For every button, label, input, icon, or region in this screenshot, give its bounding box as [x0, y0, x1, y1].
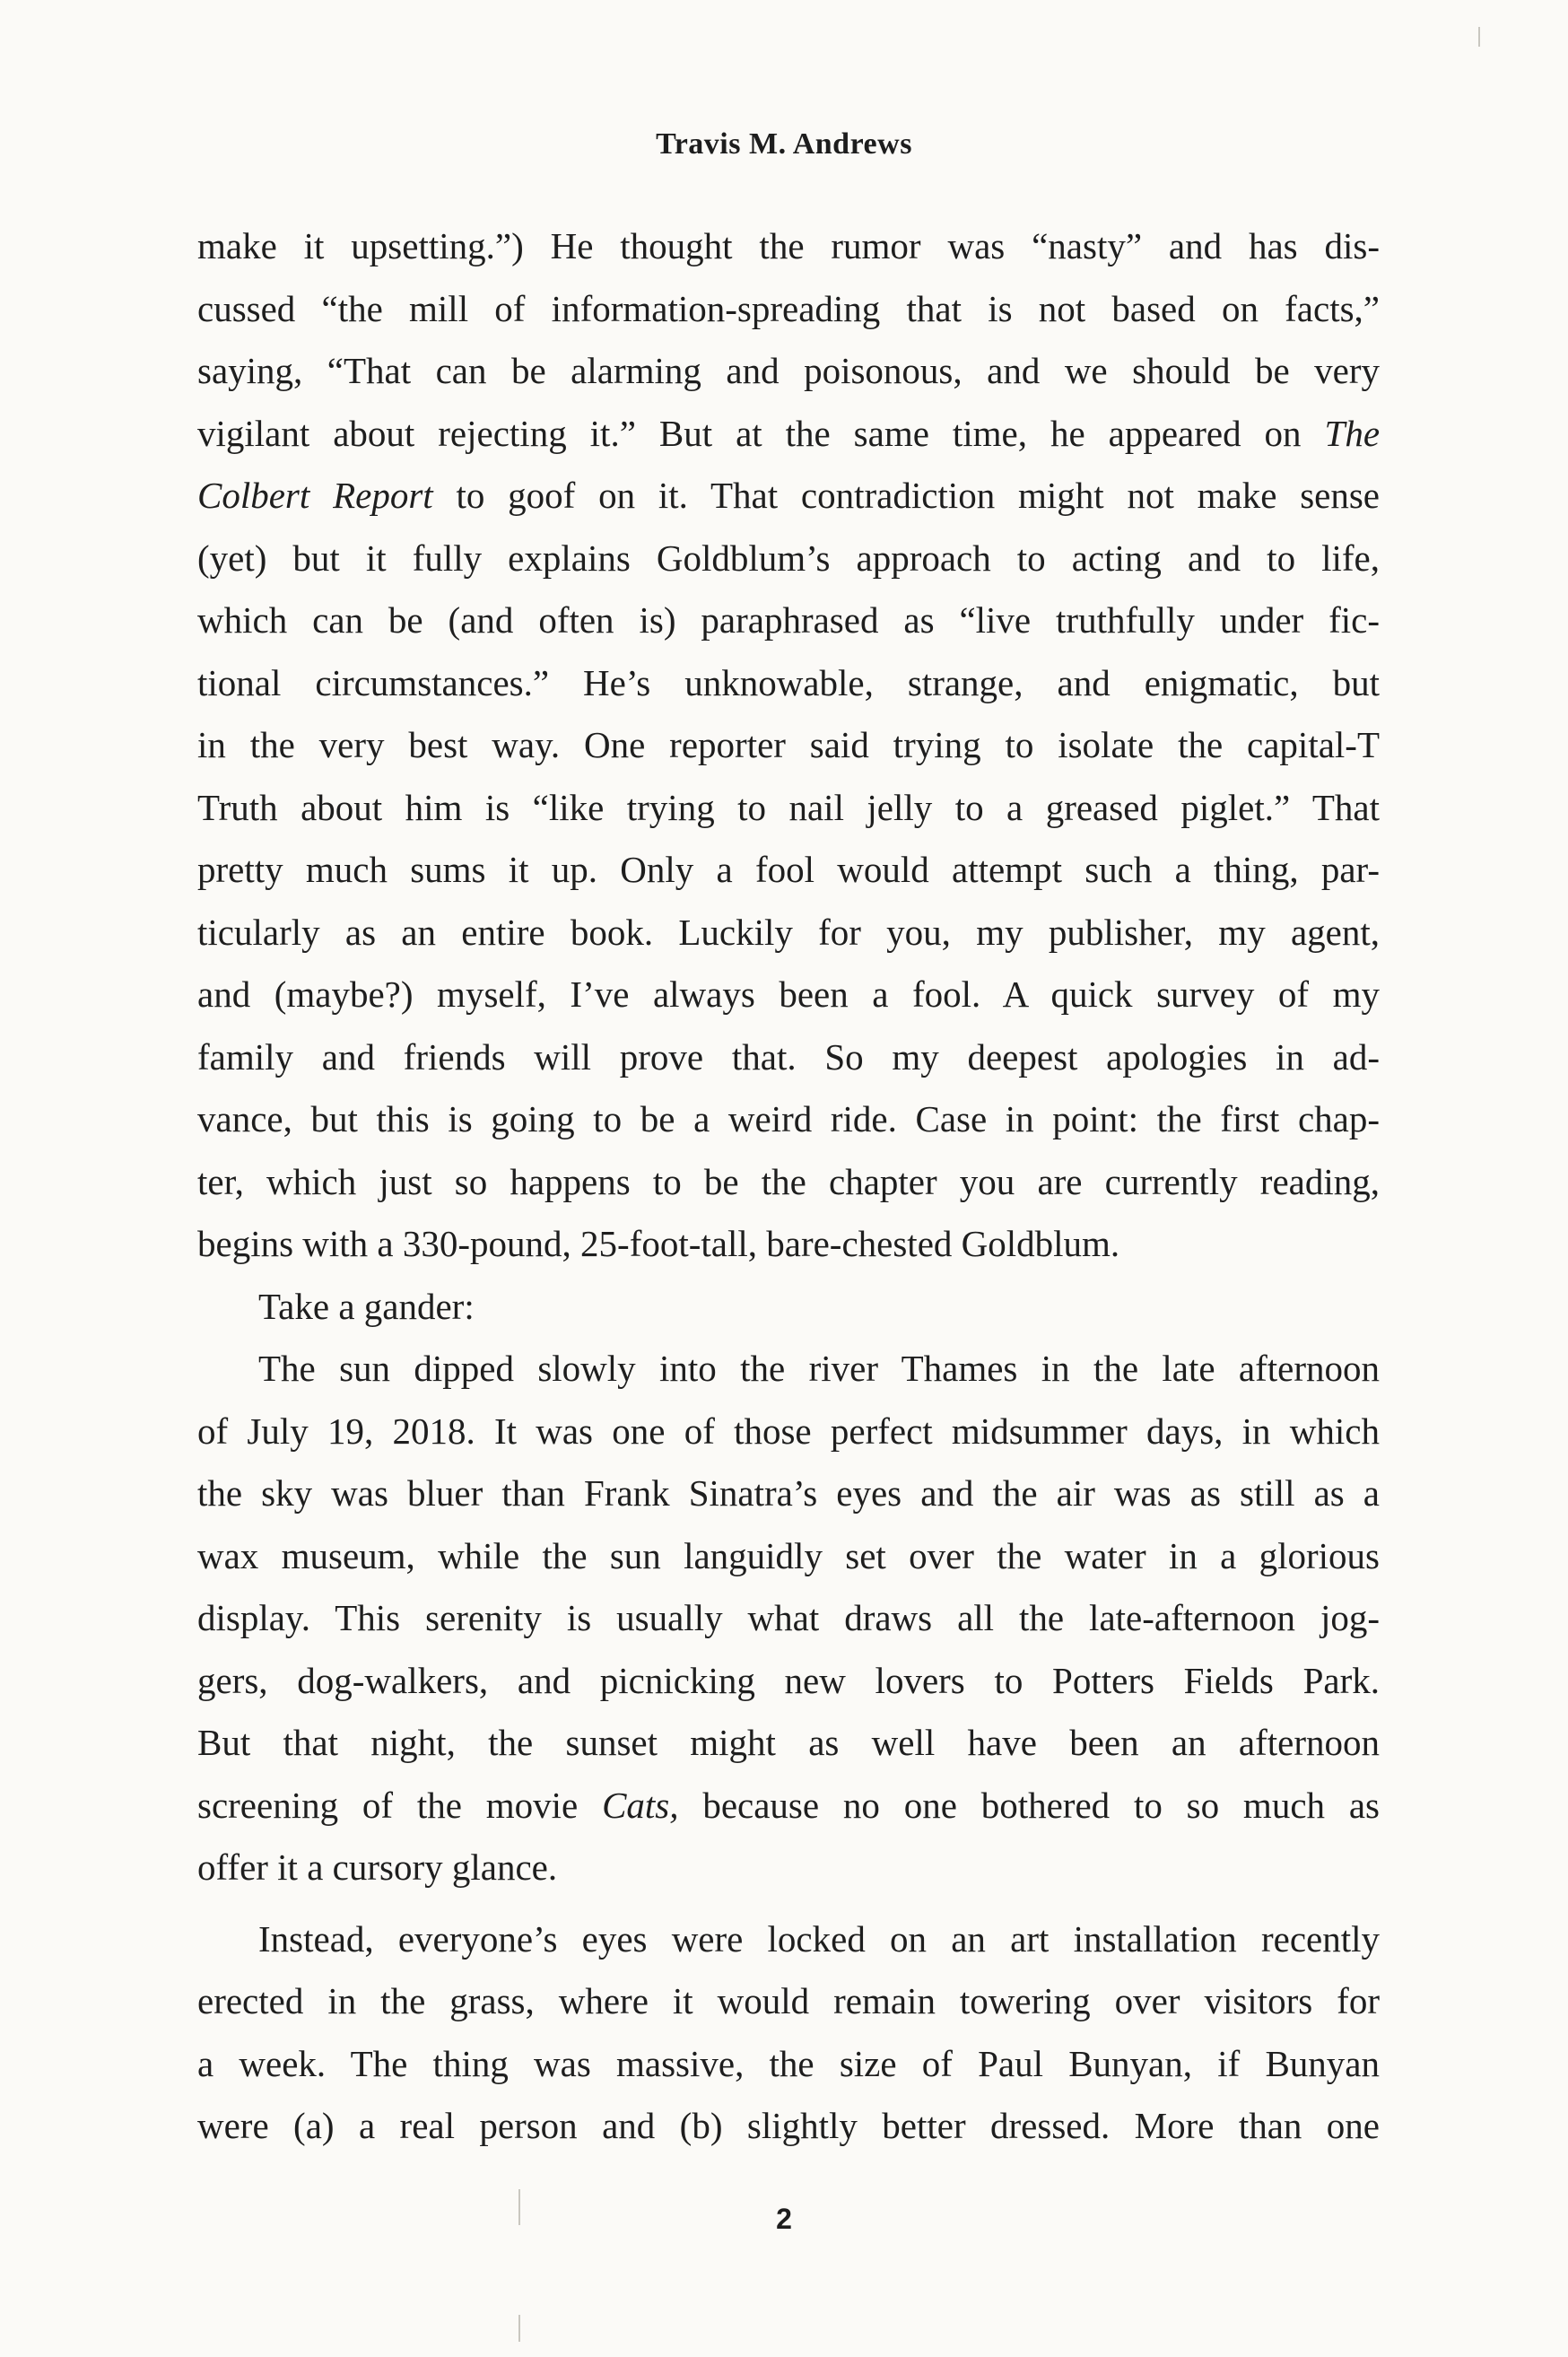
text-run: a week. The thing was massive, the size of Paul Bunyan, if Bunyan — [197, 2042, 1380, 2084]
text-run: But that night, the sunset might as well have been an afternoon — [197, 1722, 1380, 1763]
text-run: family and friends will prove that. So my deepest apologies in ad- — [197, 1035, 1380, 1078]
text-line — [197, 1276, 1380, 1339]
text-line — [197, 1775, 1380, 1838]
text-run: ter, which just so happens to be the chapter you are currently reading, — [197, 1160, 1380, 1202]
text-run: display. This serenity is usually what draws all the late-afternoon jog- — [197, 1597, 1380, 1638]
text-line — [197, 1908, 1380, 1971]
text-run: vance, but this is going to be a weird ride. Case in point: the first chap- — [197, 1098, 1380, 1139]
text-run: vigilant about rejecting it.” But at the same time, he appeared on — [197, 412, 1302, 454]
text-line — [197, 1525, 1380, 1588]
text-line — [197, 714, 1380, 777]
text-line — [197, 1462, 1380, 1525]
page-number: 2 — [776, 2203, 792, 2235]
text-run: wax museum, while the sun languidly set over the water in a glorious — [197, 1534, 1380, 1576]
text-line — [197, 1712, 1380, 1775]
text-run: ticularly as an entire book. Luckily for you, my publisher, my agent, — [197, 911, 1380, 953]
text-line — [197, 1970, 1380, 2033]
text-run: tional circumstances.” He’s unknowable, strange, and enigmatic, but — [197, 661, 1380, 703]
text-run: which can be (and often is) paraphrased as “live truthfully under fic- — [197, 599, 1380, 641]
text-line — [197, 2033, 1380, 2096]
text-line — [197, 465, 1380, 528]
text-line — [197, 215, 1380, 278]
text-line — [197, 1088, 1380, 1151]
text-run: erected in the grass, where it would remain towering over visitors for — [197, 1980, 1380, 2021]
text-run: The sun dipped slowly into the river Thames in the late afternoon — [258, 1348, 1380, 1389]
text-line — [197, 528, 1380, 590]
text-line — [197, 1401, 1380, 1463]
paragraph-gap — [197, 1899, 1380, 1908]
text-run: gers, dog-walkers, and picnicking new lovers to Potters Fields Park. — [197, 1659, 1380, 1701]
body-text — [197, 215, 1380, 2158]
text-line — [197, 902, 1380, 965]
text-line — [197, 340, 1380, 403]
text-line — [197, 1213, 1380, 1276]
text-line — [197, 1338, 1380, 1401]
text-line — [197, 1151, 1380, 1214]
text-line — [197, 652, 1380, 715]
text-line — [197, 278, 1380, 341]
running-head: Travis M. Andrews — [656, 127, 912, 161]
text-line — [197, 1837, 1380, 1899]
text-run: of July 19, 2018. It was one of those perfect midsummer days, in which — [197, 1410, 1380, 1452]
text-run: Take a gander: — [258, 1285, 475, 1327]
text-line — [197, 1026, 1380, 1089]
text-run: (yet) but it fully explains Goldblum’s approach to acting and to life, — [197, 537, 1380, 579]
text-line — [197, 2095, 1380, 2158]
text-line — [197, 1650, 1380, 1713]
text-line — [197, 589, 1380, 652]
scan-mark — [518, 2315, 520, 2342]
text-run: screening of the movie — [197, 1784, 579, 1826]
text-line — [197, 777, 1380, 840]
text-line — [197, 964, 1380, 1026]
text-run: to goof on it. That contradiction might not make sense — [456, 475, 1381, 516]
text-line — [197, 839, 1380, 902]
text-run: pretty much sums it up. Only a fool would attempt such a thing, par- — [197, 849, 1380, 890]
scan-mark — [1478, 27, 1480, 47]
text-run: in the very best way. One reporter said trying to isolate the capital-T — [197, 724, 1380, 765]
text-run: were (a) a real person and (b) slightly better dressed. More than one — [197, 2105, 1380, 2146]
text-run: because no one bothered to so much as — [702, 1784, 1380, 1826]
text-run: cussed “the mill of information-spreading that is not based on facts,” — [197, 287, 1380, 329]
text-run: Truth about him is “like trying to nail jelly to a greased piglet.” That — [197, 786, 1380, 828]
text-run: and (maybe?) myself, I’ve always been a fool. A quick survey of my — [197, 973, 1380, 1015]
italic-title: Colbert Report — [197, 475, 433, 516]
text-line — [197, 1587, 1380, 1650]
scan-mark — [518, 2189, 520, 2225]
text-run: Instead, everyone’s eyes were locked on an art installation recently — [258, 1917, 1380, 1960]
text-run: the sky was bluer than Frank Sinatra’s eyes and the air was as still as a — [197, 1472, 1380, 1514]
text-run: begins with a 330-pound, 25-foot-tall, bare-chested Goldblum. — [197, 1223, 1120, 1264]
italic-title: The — [1324, 412, 1381, 454]
text-line — [197, 403, 1380, 466]
italic-title: Cats, — [602, 1784, 679, 1826]
text-run: offer it a cursory glance. — [197, 1846, 558, 1888]
text-run: make it upsetting.”) He thought the rumor was “nasty” and has dis- — [197, 225, 1380, 266]
text-run: saying, “That can be alarming and poisonous, and we should be very — [197, 350, 1380, 391]
